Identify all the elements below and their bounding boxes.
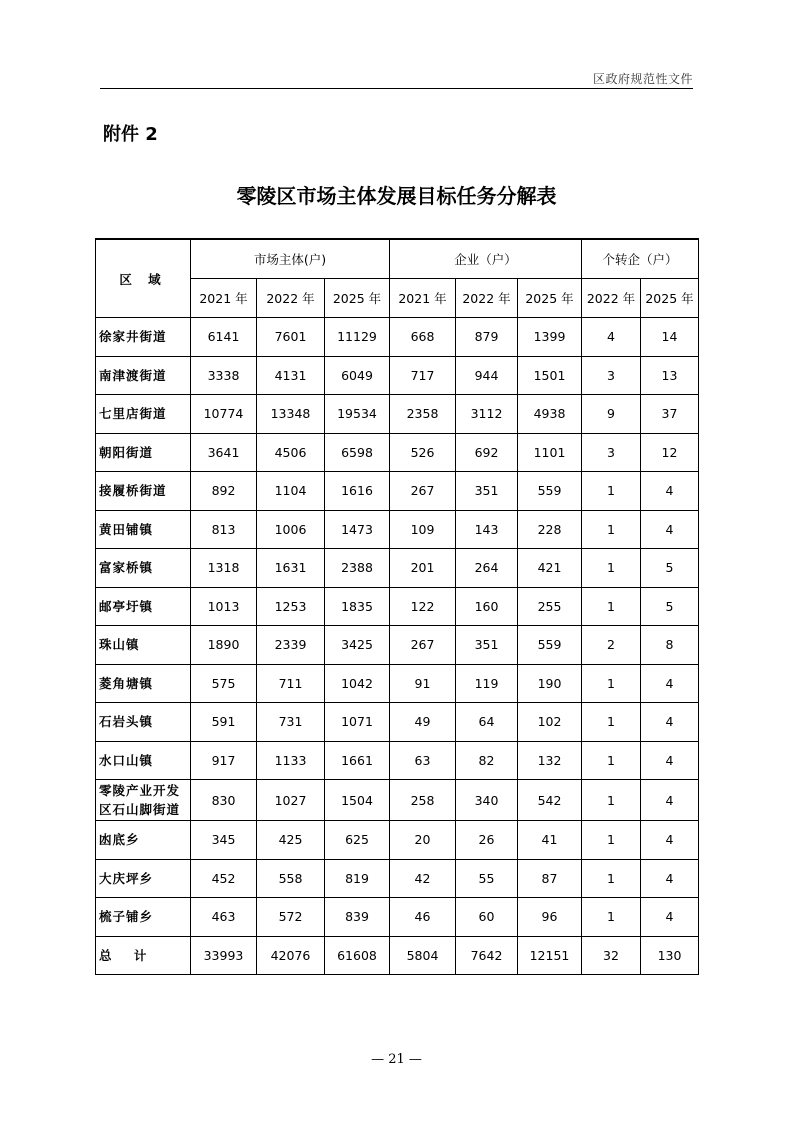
region-name-cell: 梳子铺乡 [96,898,191,937]
value-cell: 4131 [257,356,325,395]
value-cell: 1 [582,780,641,821]
table-row [96,395,699,434]
value-cell: 1013 [191,587,257,626]
value-cell: 109 [390,510,456,549]
value-cell: 102 [518,703,582,742]
value-cell: 4938 [518,395,582,434]
value-cell: 14 [641,318,699,357]
value-cell: 3641 [191,433,257,472]
value-cell: 4 [641,703,699,742]
value-cell: 1042 [325,664,390,703]
value-cell: 711 [257,664,325,703]
value-cell: 6141 [191,318,257,357]
value-cell: 4 [641,741,699,780]
region-name-cell: 凼底乡 [96,821,191,860]
year-header: 2022 年 [582,279,641,318]
value-cell: 668 [390,318,456,357]
value-cell: 3425 [325,626,390,665]
year-header: 2022 年 [257,279,325,318]
value-cell: 4 [641,780,699,821]
value-cell: 9 [582,395,641,434]
page-title: 零陵区市场主体发展目标任务分解表 [236,184,557,208]
value-cell: 345 [191,821,257,860]
value-cell: 61608 [325,936,390,975]
value-cell: 122 [390,587,456,626]
region-name-cell: 总 计 [96,936,191,975]
value-cell: 1399 [518,318,582,357]
value-cell: 4 [641,510,699,549]
value-cell: 3 [582,356,641,395]
individual-to-enterprise-group-header: 个转企（户） [582,239,699,279]
value-cell: 892 [191,472,257,511]
table-row [96,741,699,780]
region-name-cell: 水口山镇 [96,741,191,780]
table-row [96,859,699,898]
value-cell: 1 [582,510,641,549]
value-cell: 452 [191,859,257,898]
value-cell: 1 [582,741,641,780]
value-cell: 1 [582,859,641,898]
task-breakdown-table [95,238,699,975]
value-cell: 12 [641,433,699,472]
value-cell: 1101 [518,433,582,472]
region-column-header: 区 域 [96,239,191,318]
value-cell: 1133 [257,741,325,780]
value-cell: 819 [325,859,390,898]
value-cell: 12151 [518,936,582,975]
value-cell: 4506 [257,433,325,472]
value-cell: 49 [390,703,456,742]
region-name-cell: 南津渡街道 [96,356,191,395]
value-cell: 2339 [257,626,325,665]
value-cell: 32 [582,936,641,975]
header-divider [100,88,693,89]
year-header: 2021 年 [191,279,257,318]
value-cell: 130 [641,936,699,975]
table-row [96,664,699,703]
table-row [96,821,699,860]
value-cell: 7601 [257,318,325,357]
value-cell: 5 [641,587,699,626]
value-cell: 4 [641,472,699,511]
value-cell: 3112 [456,395,518,434]
value-cell: 625 [325,821,390,860]
value-cell: 8 [641,626,699,665]
value-cell: 692 [456,433,518,472]
value-cell: 6049 [325,356,390,395]
value-cell: 42 [390,859,456,898]
region-name-cell: 徐家井街道 [96,318,191,357]
value-cell: 879 [456,318,518,357]
value-cell: 4 [641,821,699,860]
value-cell: 160 [456,587,518,626]
table-row [96,626,699,665]
value-cell: 4 [641,898,699,937]
value-cell: 1 [582,664,641,703]
value-cell: 255 [518,587,582,626]
enterprises-group-header: 企业（户） [390,239,582,279]
value-cell: 6598 [325,433,390,472]
value-cell: 1 [582,703,641,742]
value-cell: 944 [456,356,518,395]
region-name-cell: 大庆坪乡 [96,859,191,898]
value-cell: 143 [456,510,518,549]
region-name-cell: 接履桥街道 [96,472,191,511]
value-cell: 46 [390,898,456,937]
value-cell: 3 [582,433,641,472]
value-cell: 33993 [191,936,257,975]
value-cell: 830 [191,780,257,821]
value-cell: 7642 [456,936,518,975]
value-cell: 572 [257,898,325,937]
year-header: 2025 年 [325,279,390,318]
value-cell: 42076 [257,936,325,975]
value-cell: 1104 [257,472,325,511]
table-row [96,549,699,588]
value-cell: 1006 [257,510,325,549]
value-cell: 4 [641,859,699,898]
value-cell: 351 [456,626,518,665]
value-cell: 201 [390,549,456,588]
value-cell: 96 [518,898,582,937]
value-cell: 1661 [325,741,390,780]
value-cell: 64 [456,703,518,742]
value-cell: 2 [582,626,641,665]
value-cell: 558 [257,859,325,898]
value-cell: 41 [518,821,582,860]
value-cell: 1318 [191,549,257,588]
value-cell: 1890 [191,626,257,665]
value-cell: 542 [518,780,582,821]
table-row [96,587,699,626]
value-cell: 1 [582,587,641,626]
value-cell: 1631 [257,549,325,588]
value-cell: 813 [191,510,257,549]
value-cell: 3338 [191,356,257,395]
value-cell: 2388 [325,549,390,588]
value-cell: 731 [257,703,325,742]
value-cell: 717 [390,356,456,395]
value-cell: 1501 [518,356,582,395]
value-cell: 267 [390,626,456,665]
region-name-cell: 零陵产业开发区石山脚街道 [96,780,191,821]
value-cell: 4 [641,664,699,703]
document-type-label: 区政府规范性文件 [592,72,693,86]
value-cell: 463 [191,898,257,937]
value-cell: 63 [390,741,456,780]
table-body [96,318,699,975]
region-name-cell: 富家桥镇 [96,549,191,588]
value-cell: 20 [390,821,456,860]
year-header: 2025 年 [518,279,582,318]
region-name-cell: 朝阳街道 [96,433,191,472]
table-row [96,433,699,472]
value-cell: 119 [456,664,518,703]
value-cell: 1473 [325,510,390,549]
value-cell: 55 [456,859,518,898]
value-cell: 190 [518,664,582,703]
value-cell: 91 [390,664,456,703]
table-row [96,318,699,357]
value-cell: 839 [325,898,390,937]
value-cell: 26 [456,821,518,860]
value-cell: 1616 [325,472,390,511]
value-cell: 13348 [257,395,325,434]
region-name-cell: 黄田铺镇 [96,510,191,549]
value-cell: 258 [390,780,456,821]
page-number: — 21 — [371,1052,422,1067]
value-cell: 1 [582,898,641,937]
value-cell: 60 [456,898,518,937]
value-cell: 559 [518,472,582,511]
attachment-label: 附件 2 [103,124,158,145]
value-cell: 421 [518,549,582,588]
value-cell: 351 [456,472,518,511]
table-row [96,898,699,937]
table-row [96,510,699,549]
value-cell: 559 [518,626,582,665]
value-cell: 1835 [325,587,390,626]
value-cell: 1504 [325,780,390,821]
region-name-cell: 邮亭圩镇 [96,587,191,626]
value-cell: 13 [641,356,699,395]
table-row [96,780,699,821]
table-row [96,472,699,511]
year-header: 2021 年 [390,279,456,318]
year-header: 2025 年 [641,279,699,318]
value-cell: 19534 [325,395,390,434]
value-cell: 1 [582,549,641,588]
value-cell: 82 [456,741,518,780]
value-cell: 11129 [325,318,390,357]
value-cell: 917 [191,741,257,780]
value-cell: 575 [191,664,257,703]
region-name-cell: 七里店街道 [96,395,191,434]
value-cell: 1071 [325,703,390,742]
value-cell: 591 [191,703,257,742]
value-cell: 1027 [257,780,325,821]
year-header: 2022 年 [456,279,518,318]
value-cell: 5804 [390,936,456,975]
table-row [96,703,699,742]
value-cell: 1 [582,821,641,860]
value-cell: 132 [518,741,582,780]
value-cell: 228 [518,510,582,549]
value-cell: 4 [582,318,641,357]
value-cell: 267 [390,472,456,511]
region-name-cell: 菱角塘镇 [96,664,191,703]
value-cell: 264 [456,549,518,588]
value-cell: 10774 [191,395,257,434]
value-cell: 5 [641,549,699,588]
value-cell: 340 [456,780,518,821]
value-cell: 1253 [257,587,325,626]
market-entities-group-header: 市场主体(户) [191,239,390,279]
region-name-cell: 珠山镇 [96,626,191,665]
value-cell: 87 [518,859,582,898]
value-cell: 2358 [390,395,456,434]
total-row [96,936,699,975]
region-name-cell: 石岩头镇 [96,703,191,742]
table-row [96,356,699,395]
value-cell: 425 [257,821,325,860]
value-cell: 1 [582,472,641,511]
value-cell: 526 [390,433,456,472]
value-cell: 37 [641,395,699,434]
